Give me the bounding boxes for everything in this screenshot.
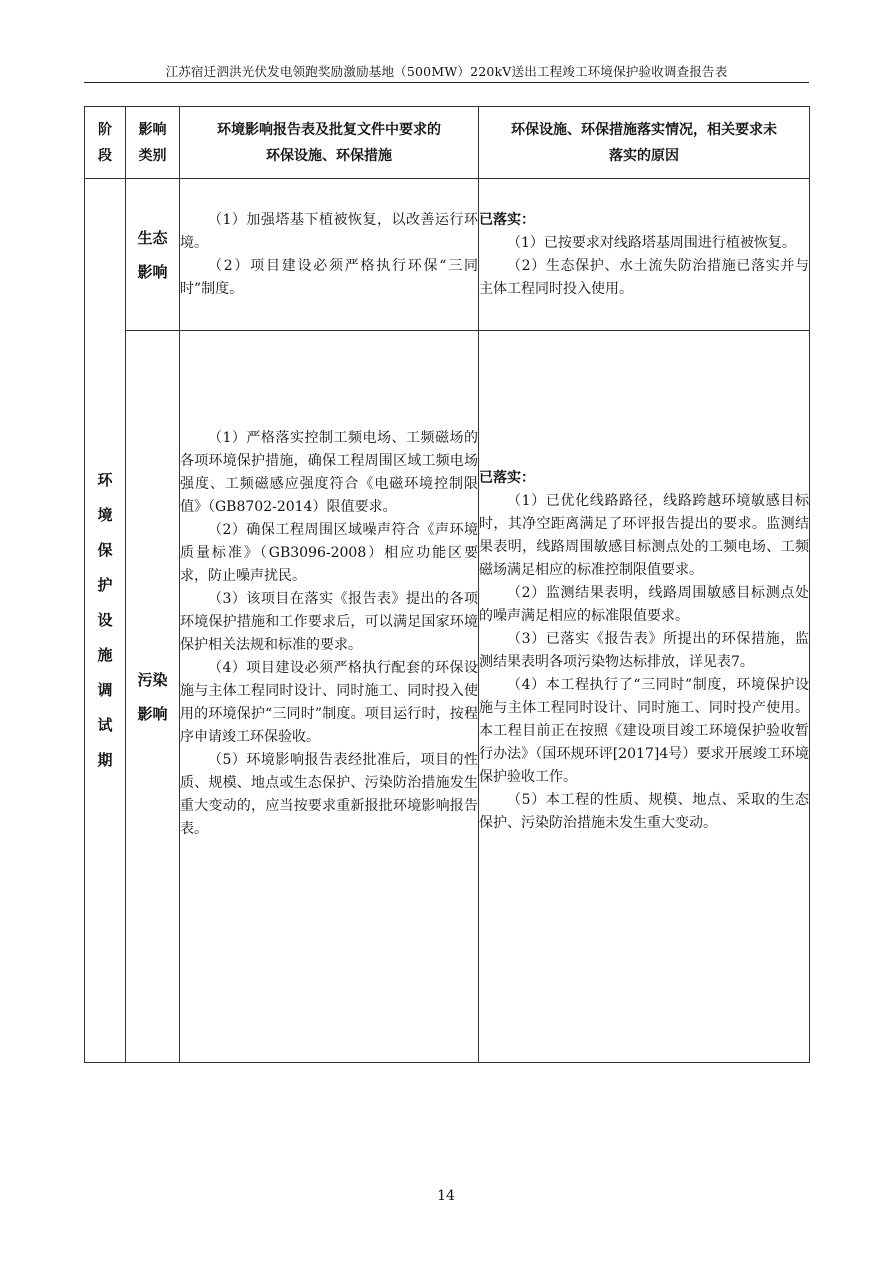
- implementation-status: 已落实：: [479, 470, 535, 486]
- header-category: [126, 107, 180, 179]
- category-pollution: [126, 331, 180, 1063]
- implementation-item: （4）本工程执行了“三同时”制度，环境保护设施与主体工程同时设计、同时施工、同时投产使用。本工程目前正在按照《建设项目竣工环境保护验收暂行办法》（国环规环评[2017]4号）要求开展竣工环境保护验收工作。: [479, 677, 809, 785]
- header-category-line1: 影响: [138, 121, 167, 138]
- implementation-item: （2）生态保护、水土流失防治措施已落实并与主体工程同时投入使用。: [479, 257, 809, 297]
- stage-cell: [85, 179, 126, 1063]
- header-stage: [85, 107, 126, 179]
- implementation-item: （2）监测结果表明，线路周围敏感目标测点处的噪声满足相应的标准限值要求。: [479, 585, 809, 624]
- category-pollution-line2: 影响: [137, 704, 168, 723]
- implementation-item: （3）已落实《报告表》所提出的环保措施，监测结果表明各项污染物达标排放，详见表7。: [479, 631, 809, 670]
- report-header-title: 江苏宿迁泗洪光伏发电领跑奖励激励基地（500MW）220kV送出工程竣工环境保护验收调查报告表: [165, 64, 728, 79]
- requirements-pollution: [180, 331, 479, 1063]
- page-number: 14: [437, 1188, 455, 1204]
- acceptance-table: [84, 106, 810, 1063]
- table-row-pollution: [85, 331, 810, 1063]
- implementation-ecology: [479, 179, 810, 331]
- header-category-line2: 类别: [138, 147, 167, 164]
- header-implementation-line2: 落实的原因: [609, 147, 679, 164]
- header-implementation-line1: 环保设施、环保措施落实情况，相关要求未: [511, 121, 777, 138]
- category-pollution-line1: 污染: [137, 670, 168, 689]
- implementation-item: （5）本工程的性质、规模、地点、采取的生态保护、污染防治措施未发生重大变动。: [479, 792, 809, 831]
- requirement-item: （3）该项目在落实《报告表》提出的各项环境保护措施和工作要求后，可以满足国家环境保护相关法规和标准的要求。: [180, 591, 478, 653]
- requirement-item: （1）严格落实控制工频电场、工频磁场的各项环境保护措施，确保工程周围区域工频电场强度、工频磁感应强度符合《电磁环境控制限值》（GB8702-2014）限值要求。: [180, 430, 478, 515]
- implementation-item: （1）已优化线路路径，线路跨越环境敏感目标时，其净空距离满足了环评报告提出的要求。监测结果表明，线路周围敏感目标测点处的工频电场、工频磁场满足相应的标准控制限值要求。: [479, 493, 809, 578]
- requirement-item: （2）项目建设必须严格执行环保“三同时”制度。: [180, 257, 478, 297]
- header-divider: [84, 82, 809, 83]
- requirement-item: （5）环境影响报告表经批准后，项目的性质、规模、地点或生态保护、污染防治措施发生重大变动的，应当按要求重新报批环境影响报告表。: [180, 752, 478, 837]
- requirement-item: （2）确保工程周围区域噪声符合《声环境质量标准》（GB3096-2008）相应功能区要求，防止噪声扰民。: [180, 522, 478, 584]
- implementation-item: （1）已按要求对线路塔基周围进行植被恢复。: [507, 234, 796, 251]
- requirement-item: （1）加强塔基下植被恢复，以改善运行环境。: [180, 211, 478, 251]
- category-ecology-line2: 影响: [137, 262, 168, 281]
- implementation-pollution: [479, 331, 810, 1063]
- table-row-ecology: [85, 179, 810, 331]
- header-implementation: [479, 107, 810, 179]
- header-requirements-line2: 环保设施、环保措施: [266, 147, 392, 164]
- category-ecology-line1: 生态: [137, 228, 168, 247]
- stage-label: 环境保护设施调试期: [97, 471, 113, 769]
- requirement-item: （4）项目建设必须严格执行配套的环保设施与主体工程同时设计、同时施工、同时投入使用的环境保护“三同时”制度。项目运行时，按程序申请竣工环保验收。: [180, 660, 478, 745]
- table-header-row: [85, 107, 810, 179]
- header-stage-line1: 阶: [98, 121, 112, 138]
- implementation-status: 已落实：: [479, 211, 535, 228]
- header-requirements: [180, 107, 479, 179]
- requirements-ecology: [180, 179, 479, 331]
- category-ecology: [126, 179, 180, 331]
- header-stage-line2: 段: [98, 147, 112, 164]
- header-requirements-line1: 环境影响报告表及批复文件中要求的: [217, 121, 441, 138]
